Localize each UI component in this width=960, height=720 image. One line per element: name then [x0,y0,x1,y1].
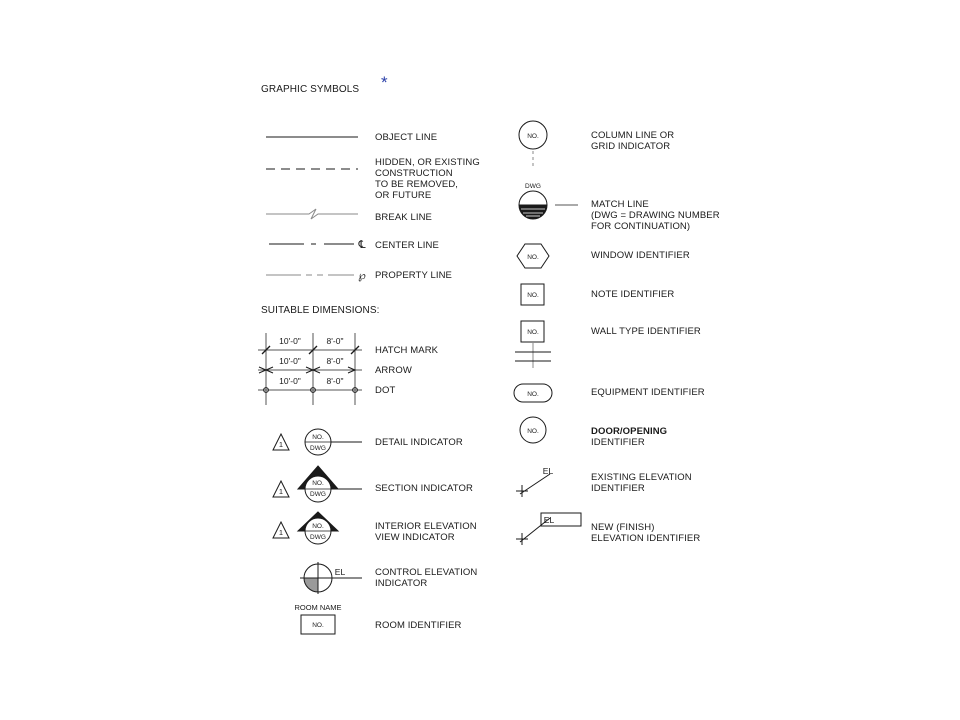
dim-r1c1: 10'-0" [279,336,301,346]
match-line-label: MATCH LINE (DWG = DRAWING NUMBER FOR CONTINUATION) [591,199,720,232]
break-line-symbol [266,209,358,219]
control-elevation-symbol [300,562,362,594]
match-line-symbol [519,191,578,219]
arrow-label: ARROW [375,365,412,376]
suitable-dimensions-heading: SUITABLE DIMENSIONS: [261,305,380,316]
detail-indicator-label: DETAIL INDICATOR [375,437,463,448]
break-line-label: BREAK LINE [375,212,432,223]
new-el: EL [543,515,555,525]
interior-no: NO. [312,523,324,530]
note-identifier-label: NOTE IDENTIFIER [591,289,675,300]
detail-no: NO. [312,434,324,441]
room-identifier-label: ROOM IDENTIFIER [375,620,462,631]
door-identifier-label: IDENTIFIER [591,437,645,448]
dim-r1c2: 8'-0" [326,336,344,346]
detail-dwg: DWG [310,445,326,452]
new-elevation-label: NEW (FINISH) ELEVATION IDENTIFIER [591,522,701,544]
equipment-no: NO. [527,391,539,398]
room-no: NO. [312,622,324,629]
graphic-symbols-heading: GRAPHIC SYMBOLS [261,84,360,95]
equipment-identifier-label: EQUIPMENT IDENTIFIER [591,387,705,398]
wall-type-no: NO. [527,329,539,336]
interior-elevation-label: INTERIOR ELEVATION VIEW INDICATOR [375,521,477,543]
existing-el: EL [542,466,554,476]
existing-elevation-label: EXISTING ELEVATION IDENTIFIER [591,472,692,494]
control-elevation-label: CONTROL ELEVATION INDICATOR [375,567,478,589]
property-line-mark: ℘ [358,270,366,282]
property-line-label: PROPERTY LINE [375,270,452,281]
column-no: NO. [527,133,539,140]
detail-triangle-number: 1 [278,440,284,449]
asterisk-mark: * [381,73,388,92]
hatch-mark-label: HATCH MARK [375,345,439,356]
window-no: NO. [527,254,539,261]
interior-triangle-number: 1 [278,528,284,537]
dot-label: DOT [375,385,396,396]
dim-r3c1: 10'-0" [279,376,301,386]
window-identifier-label: WINDOW IDENTIFIER [591,250,690,261]
dim-r2c2: 8'-0" [326,356,344,366]
section-dwg: DWG [310,491,326,498]
center-line-label: CENTER LINE [375,240,439,251]
dim-r3c2: 8'-0" [326,376,344,386]
hidden-line-label: HIDDEN, OR EXISTING CONSTRUCTION TO BE REMOVED, OR FUTURE [375,157,480,201]
section-indicator-label: SECTION INDICATOR [375,483,473,494]
section-no: NO. [312,480,324,487]
interior-dwg: DWG [310,534,326,541]
door-opening-label: DOOR/OPENING [591,426,668,437]
room-name: ROOM NAME [294,603,342,612]
note-no: NO. [527,292,539,299]
existing-elevation-symbol [516,474,550,497]
match-dwg: DWG [525,183,541,190]
section-triangle-number: 1 [278,487,284,496]
door-no: NO. [527,428,539,435]
column-line-label: COLUMN LINE OR GRID INDICATOR [591,130,675,152]
control-el: EL [334,567,346,577]
center-line-mark: ℄ [358,239,366,251]
dim-r2c1: 10'-0" [279,356,301,366]
object-line-label: OBJECT LINE [375,132,438,143]
wall-type-identifier-label: WALL TYPE IDENTIFIER [591,326,701,337]
